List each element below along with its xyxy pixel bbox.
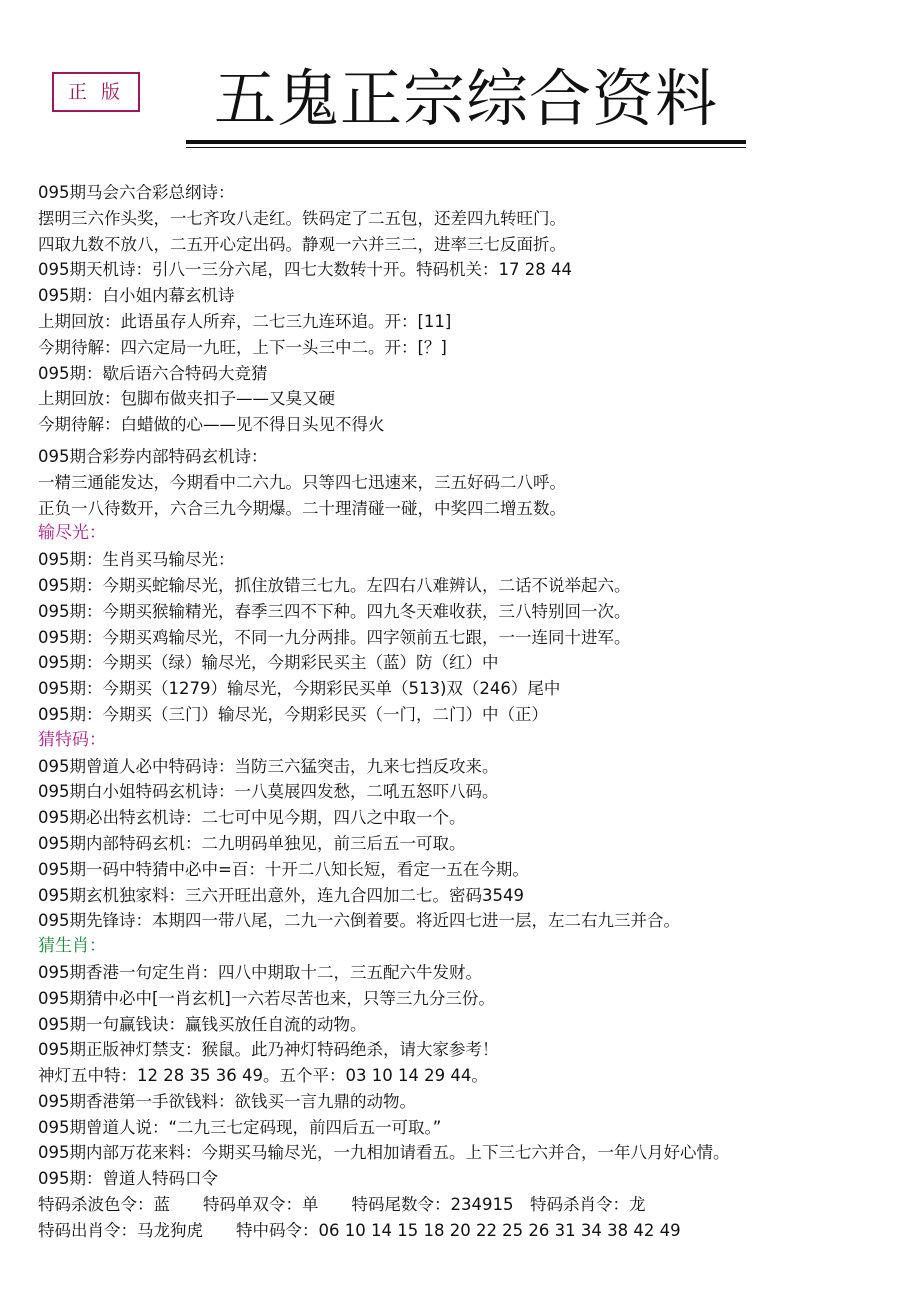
text-line: 095期曾道人必中特码诗：当防三六猛突击，九来七挡反攻来。 (38, 756, 499, 776)
text-line: 上期回放：此语虽存人所弃，二七三九连环追。开：[11] (38, 311, 452, 331)
title-underline-thin (186, 147, 746, 148)
text-line: 正负一八待数开，六合三九今期爆。二十理清碰一碰，中奖四二增五数。 (38, 498, 566, 518)
text-line: 095期：今期买（1279）输尽光，今期彩民买单（513)双（246）尾中 (38, 679, 561, 699)
text-line: 四取九数不放八，二五开心定出码。静观一六并三二，进率三七反面折。 (38, 234, 566, 254)
text-line: 095期内部特码玄机：二九明码单独见，前三后五一可取。 (38, 833, 466, 853)
text-line: 095期一句赢钱诀：赢钱买放任自流的动物。 (38, 1014, 367, 1034)
text-line: 一精三通能发达，今期看中二六九。只等四七迅速来，三五好码二八呼。 (38, 472, 566, 492)
text-line: 095期：今期买蛇输尽光，抓住放错三七九。左四右八难辨认，二话不说举起六。 (38, 575, 631, 595)
text-line: 095期：今期买鸡输尽光，不同一九分两排。四字领前五七跟，一一连同十进军。 (38, 627, 631, 647)
page-title: 五鬼正宗综合资料 (213, 62, 718, 135)
text-line: 095期：今期买（绿）输尽光，今期彩民买主（蓝）防（红）中 (38, 653, 499, 673)
text-line: 095期：今期买猴输精光，春季三四不下种。四九冬天难收获，三八特别回一次。 (38, 601, 631, 621)
text-line: 特码杀波色令：蓝 特码单双令：单 特码尾数令：234915 特码杀肖令：龙 (38, 1195, 646, 1215)
content-body (38, 180, 888, 1244)
text-line: 今期待解：四六定局一九旺，上下一头三中二。开：[？] (38, 337, 447, 357)
text-line: 095期：曾道人特码口令 (38, 1169, 218, 1189)
text-line: 095期白小姐特码玄机诗：一八莫展四发愁，二吼五怒吓八码。 (38, 782, 499, 802)
title-underline-thick (186, 140, 746, 144)
text-line: 095期曾道人说：“二九三七定码现，前四后五一可取。” (38, 1117, 442, 1137)
text-line: 上期回放：包脚布做夹扣子——又臭又硬 (38, 389, 335, 409)
section-heading: 输尽光： (38, 523, 106, 544)
text-line: 今期待解：白蜡做的心——见不得日头见不得火 (38, 415, 385, 435)
text-line: 095期：今期买（三门）输尽光，今期彩民买（一门，二门）中（正） (38, 704, 548, 724)
text-line: 095期一码中特猜中必中=百：十开二八知长短，看定一五在今期。 (38, 859, 529, 879)
text-line: 神灯五中特：12 28 35 36 49。五个平：03 10 14 29 44。 (38, 1066, 488, 1086)
text-line: 095期香港第一手欲钱料：欲钱买一言九鼎的动物。 (38, 1091, 416, 1111)
text-line: 特码出肖令：马龙狗虎 特中码令：06 10 14 15 18 20 22 25 26 31 34 38 42 49 (38, 1220, 681, 1240)
text-line: 095期内部万花来料：今期买马输尽光，一九相加请看五。上下三七六并合，一年八月好心情。 (38, 1143, 730, 1163)
authentic-badge: 正 版 (52, 72, 140, 112)
section-heading: 猜生肖： (38, 936, 106, 957)
text-line: 095期猜中必中[一肖玄机]一六若尽苦也来，只等三九分三份。 (38, 988, 495, 1008)
text-line: 095期先锋诗：本期四一带八尾，二九一六倒着要。将近四七进一层，左二右九三并合。 (38, 911, 680, 931)
text-line: 095期必出特玄机诗：二七可中见今期，四八之中取一个。 (38, 808, 466, 828)
section-heading: 猜特码： (38, 729, 106, 750)
text-line: 095期天机诗：引八一三分六尾，四七大数转十开。特码机关：17 28 44 (38, 260, 572, 280)
text-line: 095期玄机独家料：三六开旺出意外，连九合四加二七。密码3549 (38, 885, 524, 905)
text-line: 095期：歇后语六合特码大竞猜 (38, 363, 268, 383)
text-line: 摆明三六作头奖，一七齐攻八走红。铁码定了二五包，还差四九转旺门。 (38, 208, 566, 228)
text-line: 095期马会六合彩总纲诗： (38, 183, 235, 202)
text-line: 095期：白小姐内幕玄机诗 (38, 286, 235, 306)
text-line: 095期合彩券内部特码玄机诗： (38, 446, 268, 466)
text-line: 095期正版神灯禁支：猴鼠。此乃神灯特码绝杀，请大家参考！ (38, 1040, 499, 1060)
text-line: 095期香港一句定生肖：四八中期取十二，三五配六牛发财。 (38, 962, 482, 982)
text-line: 095期：生肖买马输尽光： (38, 550, 235, 570)
